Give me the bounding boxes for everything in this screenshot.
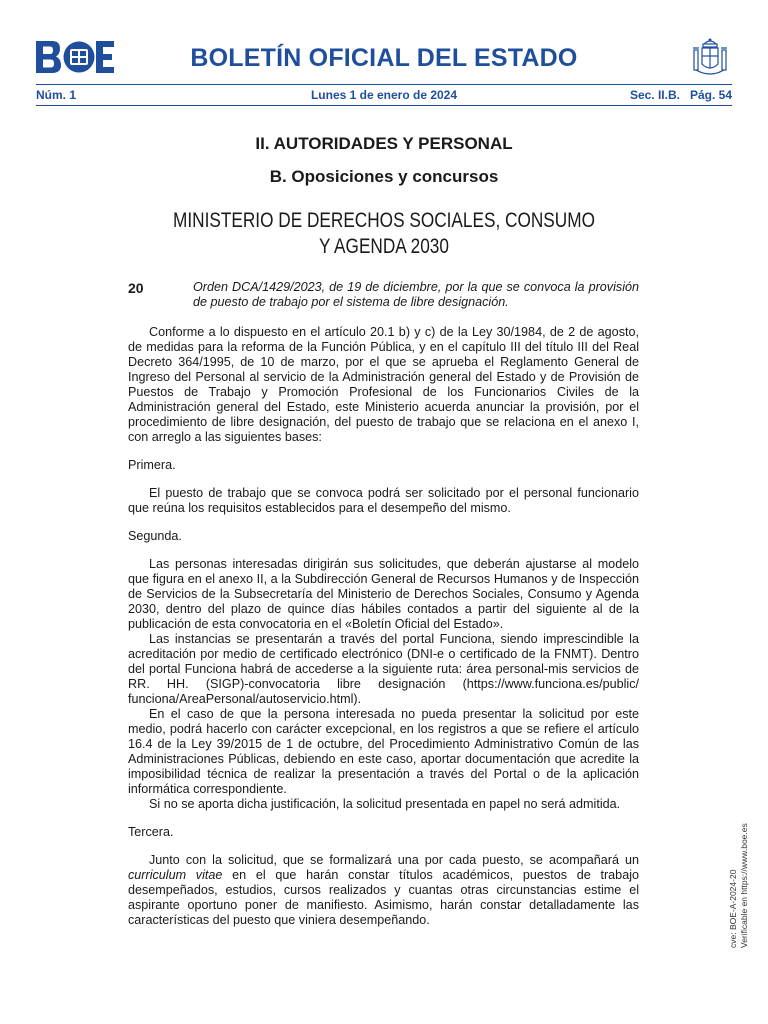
order-title: Orden DCA/1429/2023, de 19 de diciembre, por la que se convoca la provisión de puesto de trabajo por el sistema de libre designación.: [193, 280, 639, 309]
boe-logo[interactable]: [36, 41, 114, 73]
ministry-heading: [168, 208, 601, 260]
section-page-ref: [630, 88, 732, 102]
tercera-text-a: Junto con la solicitud, que se formalizará una por cada puesto, se acompañará un: [149, 853, 639, 867]
base-heading-segunda: Segunda.: [128, 529, 182, 543]
subsection-heading: B. Oposiciones y concursos: [269, 167, 499, 186]
base-heading-primera: Primera.: [128, 458, 176, 472]
segunda-paragraph-1: Las personas interesadas dirigirán sus solicitudes, que deberán ajustarse al modelo que figura en el anexo II, a la Subdirección General de Recursos Humanos y de Inspección de Servicios de la Subsecretaría del Ministerio de Derechos Sociales, Consumo y Agenda 2030, dentro del plazo de quince días hábiles contados a partir del siguiente al de la publicación de esta convocatoria en el «Boletín Oficial del Estado».: [128, 557, 639, 631]
verification-sidebar: [728, 823, 750, 948]
tercera-paragraph: [128, 853, 639, 928]
masthead-title: BOLETÍN OFICIAL DEL ESTADO: [190, 44, 578, 72]
segunda-paragraph-4: Si no se aporta dicha justificación, la solicitud presentada en papel no será admitida.: [149, 797, 621, 811]
primera-paragraph: El puesto de trabajo que se convoca podrá ser solicitado por el personal funcionario que reúna los requisitos establecidos para el desempeño del mismo.: [128, 486, 639, 515]
segunda-paragraph-2: Las instancias se presentarán a través del portal Funciona, siendo imprescindible la acreditación por medio de certificado electrónico (DNI-e o certificado de la FNMT). Dentro del portal Funciona habrá de accederse a la siguiente ruta: área personal-mis servicios de RR. HH. (SIGP)-convocatoria libre designación (https://www.funciona.es/public/ funciona/AreaPersonal/autoservicio.html).: [128, 632, 639, 706]
ministry-line-2: Y AGENDA 2030: [319, 235, 449, 258]
intro-paragraph: Conforme a lo dispuesto en el artículo 20.1 b) y c) de la Ley 30/1984, de 2 de agosto, de medidas para la reforma de la Función Pública, y en el capítulo III del título III del Real Decreto 364/1995, de 10 de marzo, por el que se aprueba el Reglamento General de Ingreso del Personal al servicio de la Administración general del Estado y de Provisión de Puestos de Trabajo y Promoción Profesional de los Funcionarios Civiles de la Administración general del Estado, este Ministerio acuerda anunciar la provisión, por el procedimiento de libre designación, del puesto de trabajo que se relaciona en el anexo I, con arreglo a las siguientes bases:: [128, 325, 639, 444]
curriculum-vitae-term: curriculum vitae: [128, 868, 223, 882]
base-heading-tercera: Tercera.: [128, 825, 174, 839]
segunda-paragraph-3: En el caso de que la persona interesada no pueda presentar la solicitud por este medio, podrá hacerlo con carácter excepcional, en los registros a que se refiere el artículo 16.4 de la Ley 39/2015 de 1 de octubre, del Procedimiento Administrativo Común de las Administraciones Públicas, debiendo en este caso, aportar documentación que acredite la imposibilidad técnica de realizar la presentación a través del Portal o de la aplicación informática correspondiente.: [128, 707, 639, 796]
section-reference: Sec. II.B.: [629, 88, 680, 102]
section-heading: II. AUTORIDADES Y PERSONAL: [255, 134, 513, 153]
tercera-text-b: en el que harán constar títulos académicos, puestos de trabajo desempeñados, estudios, cursos realizados y cuantas otras circunstancias estime el aspirante oportuno poner de manifiesto. Asimismo, harán constar detalladamente las características del puesto que viniera desempeñando.: [128, 868, 639, 927]
header-rule-top: [36, 84, 732, 85]
coat-of-arms-icon: [688, 36, 732, 80]
cve-code: cve: BOE-A-2024-20: [728, 869, 738, 948]
issue-number: Núm. 1: [36, 88, 77, 102]
header-rule-bottom: [36, 105, 732, 106]
document-body: [128, 325, 639, 928]
order-number: 20: [128, 280, 144, 296]
verification-link[interactable]: Verificable en https://www.boe.es: [739, 823, 749, 948]
issue-date: Lunes 1 de enero de 2024: [310, 88, 458, 102]
ministry-line-1: MINISTERIO DE DERECHOS SOCIALES, CONSUMO: [173, 209, 595, 232]
page-number: Pág. 54: [689, 88, 732, 102]
